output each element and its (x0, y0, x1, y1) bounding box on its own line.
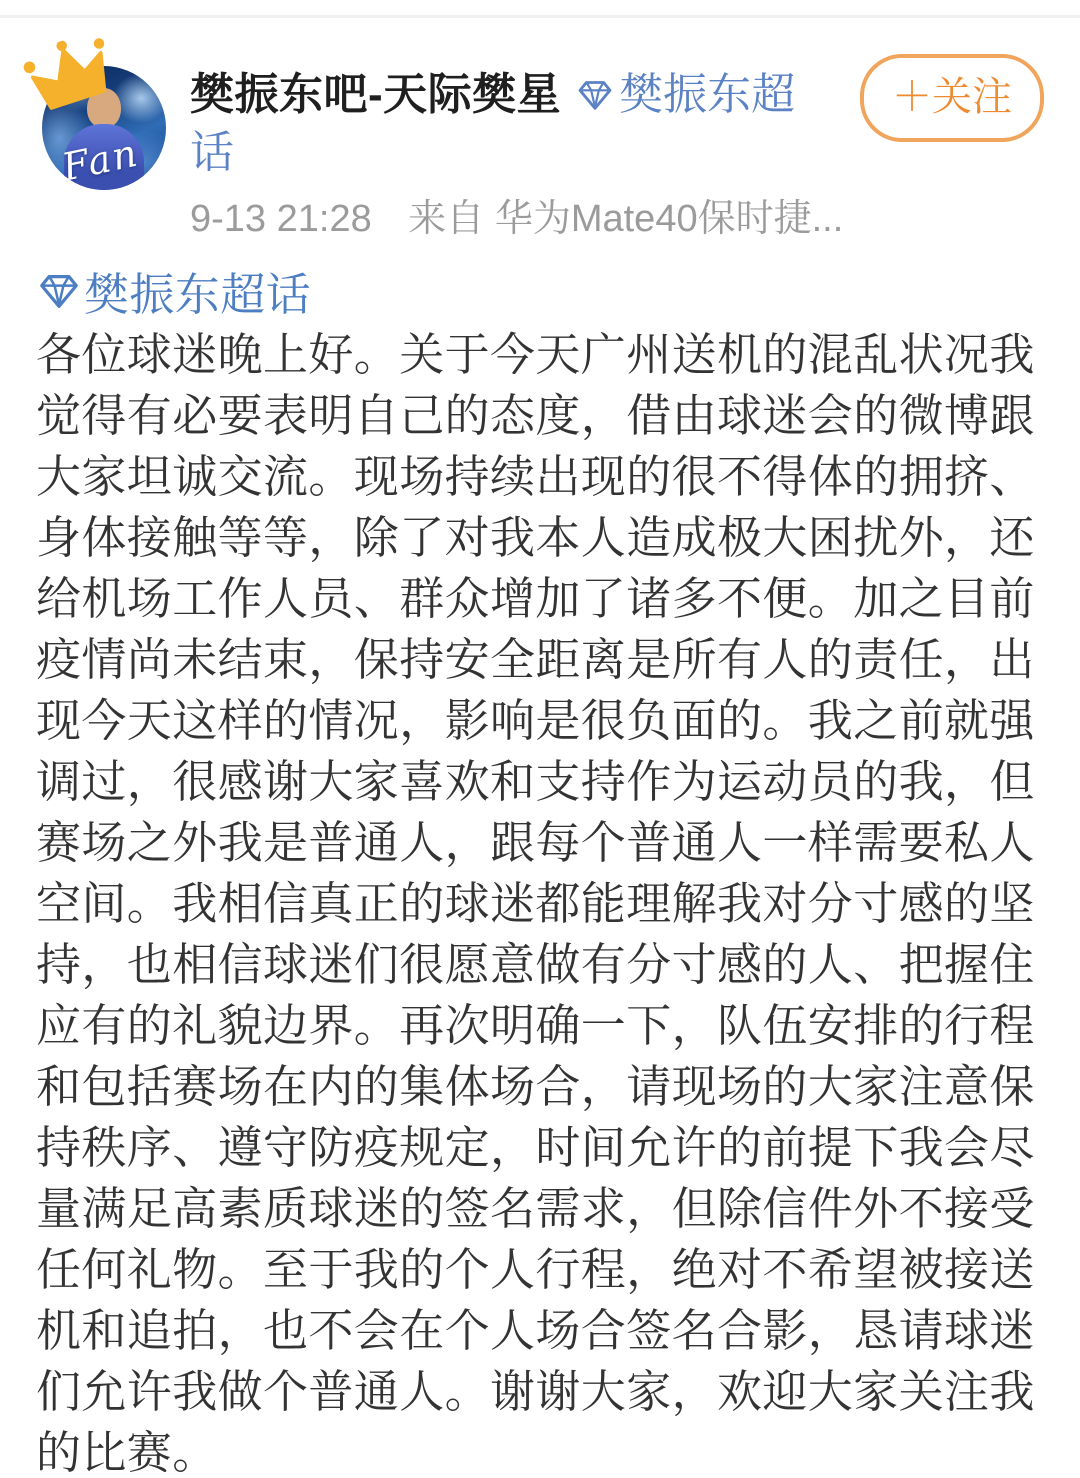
body-line: 和包括赛场在内的集体场合，请现场的大家注意保 (36, 1061, 1035, 1112)
avatar-signature-text: Fan (58, 130, 143, 190)
body-line: 身体接触等等，除了对我本人造成极大困扰外，还 (36, 512, 1035, 563)
post-header (36, 54, 1044, 242)
post-time: 9-13 21:28 (190, 198, 372, 240)
body-line: 空间。我相信真正的球迷都能理解我对分寸感的坚 (36, 878, 1035, 929)
body-supertopic-link[interactable] (36, 260, 1044, 321)
body-line: 量满足高素质球迷的签名需求，但除信件外不接受 (36, 1183, 1035, 1234)
body-line: 的比赛。 (36, 1427, 218, 1478)
body-supertopic-label: 樊振东超话 (84, 269, 312, 320)
supertopic-gem-icon (36, 268, 82, 314)
post-meta (190, 196, 852, 242)
body-line: 调过，很感谢大家喜欢和支持作为运动员的我，但 (36, 756, 1035, 807)
avatar[interactable] (42, 66, 166, 190)
author-block (190, 66, 852, 242)
body-line: 们允许我做个普通人。谢谢大家，欢迎大家关注我 (36, 1366, 1035, 1417)
body-line: 任何礼物。至于我的个人行程，绝对不希望被接送 (36, 1244, 1035, 1295)
body-line: 赛场之外我是普通人，跟每个普通人一样需要私人 (36, 817, 1035, 868)
author-name[interactable]: 樊振东吧-天际樊星 (190, 70, 562, 119)
post-body-text (36, 324, 1044, 1478)
author-line (190, 66, 826, 182)
body-line: 机和追拍，也不会在个人场合签名合影，恳请球迷 (36, 1305, 1035, 1356)
follow-button[interactable]: ＋关注 (860, 54, 1044, 142)
body-line: 给机场工作人员、群众增加了诸多不便。加之目前 (36, 573, 1035, 624)
body-line: 现今天这样的情况，影响是很负面的。我之前就强 (36, 695, 1035, 746)
body-line: 觉得有必要表明自己的态度，借由球迷会的微博跟 (36, 390, 1035, 441)
body-line: 大家坦诚交流。现场持续出现的很不得体的拥挤、 (36, 451, 1035, 502)
body-line: 疫情尚未结束，保持安全距离是所有人的责任，出 (36, 634, 1035, 685)
post-body (36, 260, 1044, 1478)
author-supertopic-label: 樊振东超话 (190, 70, 796, 177)
body-line: 持，也相信球迷们很愿意做有分寸感的人、把握住 (36, 939, 1035, 990)
post-source[interactable]: 来自 华为Mate40保时捷... (408, 198, 844, 240)
body-line: 持秩序、遵守防疫规定，时间允许的前提下我会尽 (36, 1122, 1035, 1173)
body-line: 各位球迷晚上好。关于今天广州送机的混乱状况我 (36, 329, 1035, 380)
body-line: 应有的礼貌边界。再次明确一下，队伍安排的行程 (36, 1000, 1035, 1051)
top-divider (0, 15, 1080, 18)
supertopic-gem-icon (575, 75, 615, 115)
